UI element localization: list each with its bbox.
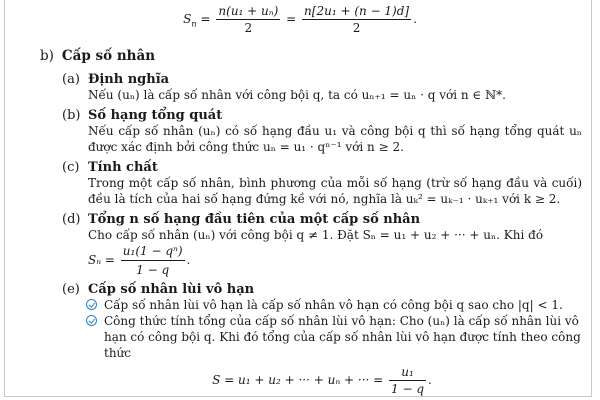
- item-heading: [62, 108, 582, 123]
- fraction: [121, 243, 185, 278]
- check-circle-icon: [86, 315, 97, 326]
- formula-end: .: [413, 12, 417, 26]
- item-label: (a): [62, 72, 80, 87]
- item-title: Định nghĩa: [88, 72, 170, 87]
- formula-lhs: S: [183, 12, 192, 26]
- item-partial-sum: [62, 212, 582, 278]
- sum-formula-arithmetic: [0, 4, 600, 35]
- fraction-2: [302, 4, 411, 35]
- bullet-item: [82, 313, 582, 361]
- fraction-denominator: 1 − q: [136, 263, 170, 277]
- formula-end: .: [186, 253, 191, 267]
- check-circle-icon: [86, 299, 97, 310]
- item-label: (e): [62, 282, 80, 297]
- item-body: [88, 227, 582, 278]
- equals-sign: =: [200, 12, 211, 26]
- partial-sum-formula: [88, 243, 582, 278]
- equals-sign: =: [286, 12, 297, 26]
- section-label: b): [40, 48, 54, 64]
- fraction-2-numerator: n[2u₁ + (n − 1)d]: [304, 4, 410, 18]
- fraction-denominator: 1 − q: [391, 382, 425, 396]
- item-infinite-geometric: [62, 282, 582, 396]
- formula-end: .: [428, 373, 432, 387]
- item-body: Nếu (uₙ) là cấp số nhân với công bội q, ta có uₙ₊₁ = uₙ · q với n ∈ ℕ*.: [88, 88, 506, 102]
- item-label: (c): [62, 160, 80, 175]
- formula-lhs-sub: n: [191, 18, 197, 29]
- formula-lhs: Sₙ =: [88, 253, 115, 267]
- fraction-1: [216, 4, 280, 35]
- formula-lhs: S = u₁ + u₂ + ··· + uₙ + ··· =: [212, 373, 384, 387]
- item-label: (d): [62, 212, 81, 227]
- item-heading: [62, 160, 582, 175]
- item-title: Cấp số nhân lùi vô hạn: [88, 282, 255, 297]
- fraction-2-denominator: 2: [352, 21, 361, 35]
- item-body: Trong một cấp số nhân, bình phương của mỗi số hạng (trừ số hạng đầu và cuối) đều là tích của hai số hạng đứng kề với nó, nghĩa là uₖ² = uₖ₋₁ · uₖ₊₁ với k ≥ 2.: [88, 176, 582, 206]
- item-title: Số hạng tổng quát: [88, 108, 223, 123]
- fraction-1-denominator: 2: [244, 21, 253, 35]
- item-title: Tổng n số hạng đầu tiên của một cấp số nhân: [88, 212, 421, 227]
- bullet-item: [82, 297, 582, 313]
- infinite-sum-formula: [62, 365, 582, 396]
- item-heading: [62, 212, 582, 227]
- section-heading-b: [40, 48, 155, 64]
- item-definition: [62, 72, 582, 103]
- item-body: Nếu cấp số nhân (uₙ) có số hạng đầu u₁ và công bội q thì số hạng tổng quát uₙ được xác định bởi công thức uₙ = u₁ · qⁿ⁻¹ với n ≥ 2.: [88, 124, 582, 154]
- item-general-term: [62, 108, 582, 155]
- item-heading: [62, 72, 582, 87]
- section-title: Cấp số nhân: [61, 48, 156, 64]
- fraction: [389, 365, 426, 396]
- item-label: (b): [62, 108, 81, 123]
- fraction-numerator: u₁: [389, 365, 426, 381]
- fraction-numerator: u₁(1 − qⁿ): [121, 243, 185, 261]
- bullet-text: Cấp số nhân lùi vô hạn là cấp số nhân vô hạn có công bội q sao cho |q| < 1.: [104, 298, 563, 312]
- bullet-text: Công thức tính tổng của cấp số nhân lùi vô hạn: Cho (uₙ) là cấp số nhân lùi vô hạn có công bội q. Khi đó tổng của cấp số nhân lùi vô hạn được tính theo công thức: [104, 314, 581, 360]
- fraction-1-numerator: n(u₁ + uₙ): [218, 4, 279, 18]
- item-property: [62, 160, 582, 207]
- item-text: Cho cấp số nhân (uₙ) với công bội q ≠ 1. Đặt Sₙ = u₁ + u₂ + ··· + uₙ. Khi đó: [88, 228, 544, 242]
- item-title: Tính chất: [88, 160, 158, 175]
- item-heading: [62, 282, 582, 297]
